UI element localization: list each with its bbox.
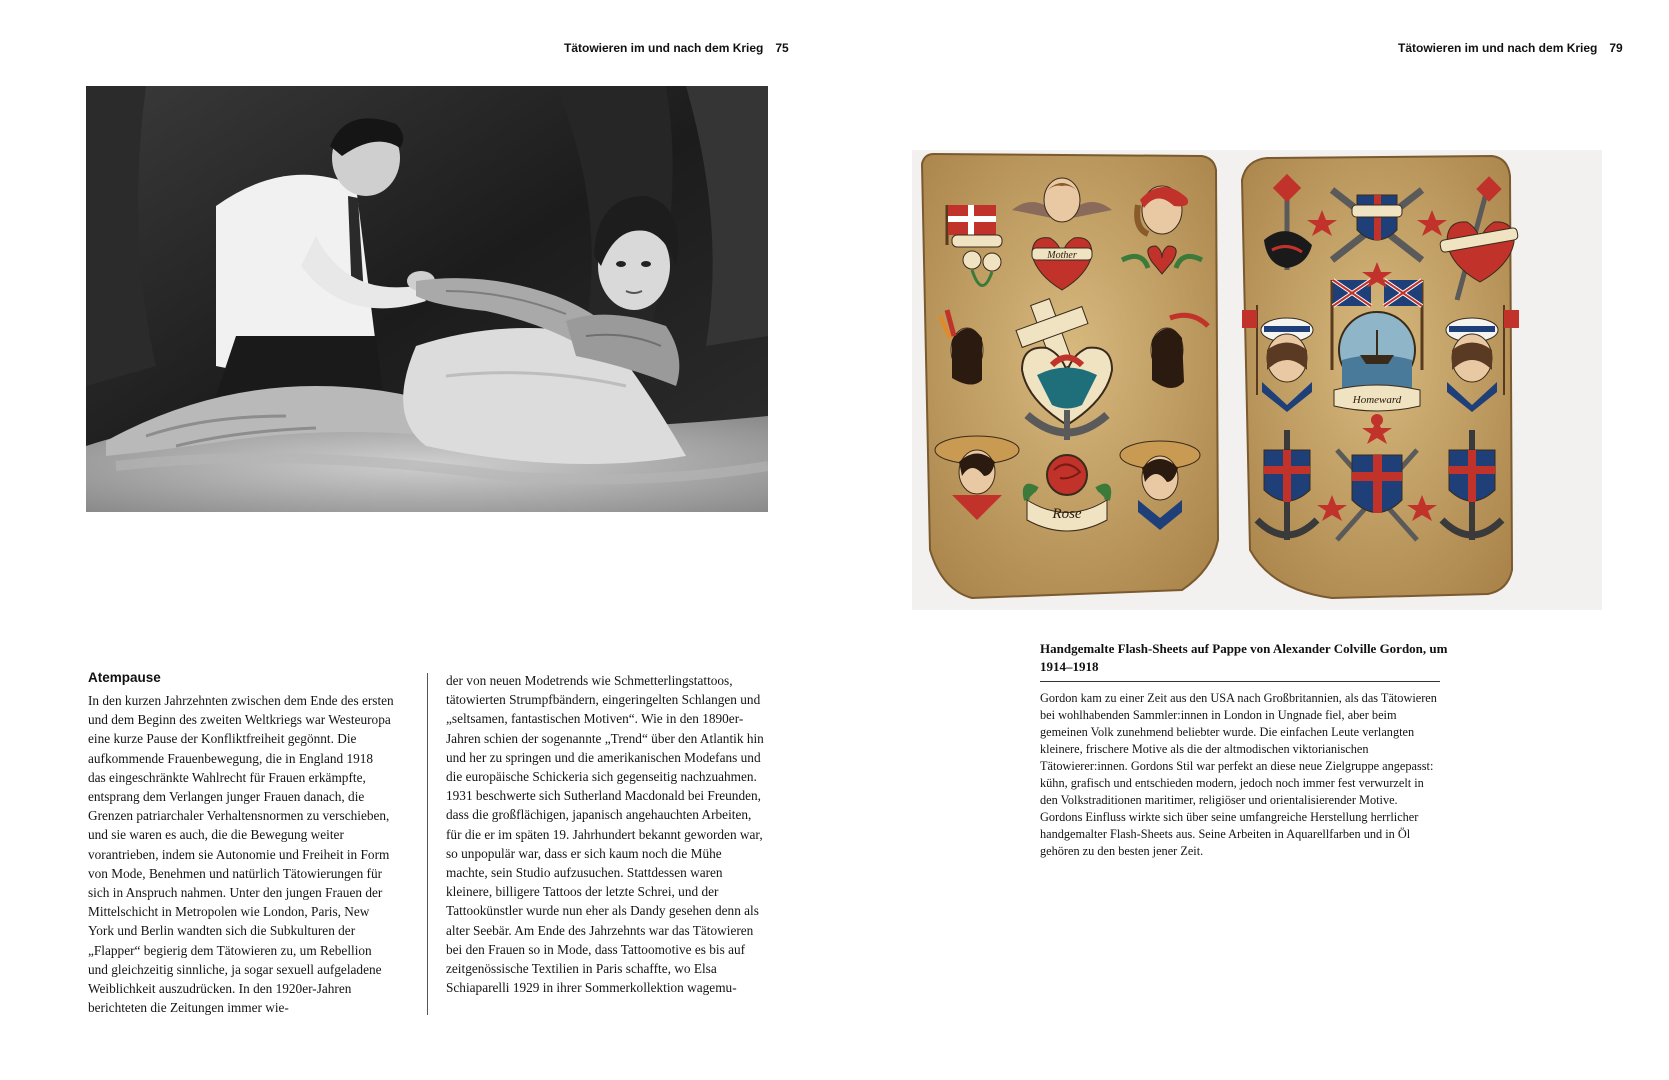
caption-divider	[1040, 681, 1440, 682]
flash-sheets-image	[912, 150, 1602, 610]
flag-motif	[947, 205, 1002, 247]
body-column-1	[88, 691, 394, 1017]
banner-mother: Mother	[1047, 250, 1077, 261]
running-head-title: Tätowieren im und nach dem Krieg	[1398, 41, 1598, 55]
subheading: Atempause	[88, 670, 161, 685]
caption-title: Handgemalte Flash-Sheets auf Pappe von Alexander Colville Gordon, um 1914–1918	[1040, 641, 1448, 674]
page-number: 79	[1609, 41, 1623, 55]
running-head-right	[1398, 41, 1623, 55]
caption-paragraph: Gordon kam zu einer Zeit aus den USA nach Großbritannien, als das Tätowieren bei wohlhabenden Sammler:innen in London in Ungnade fiel, aber beim gemeinen Volk zunehmend beliebter wurde. Die einfachen Leute verlangten kleinere, frischere Motive als die der altmodischen viktorianischen Tätowierer:innen. Gordons Stil war perfekt an diese neue Zielgruppe angepasst: kühn, grafisch und entschieden modern, jedoch noch immer fest verwurzelt in den Volkstraditionen maritimer, religiöser und orientalisierender Motive. Gordons Einfluss wirkte sich über seine umfangreiche Herstellung herrlicher handgemalter Flash-Sheets aus. Seine Arbeiten in Aquarellfarben und in Öl gehören zu den besten jener Zeit.	[1040, 691, 1437, 858]
body-paragraph: In den kurzen Jahrzehnten zwischen dem Ende des ersten und dem Beginn des zweiten Weltkriegs war Westeuropa eine kurze Pause der Konfliktfreiheit gegönnt. Die aufkommende Frauenbewegung, die in England 1918 das eingeschränkte Wahlrecht für Frauen erkämpfte, entsprang dem Verlangen junger Frauen danach, die Grenzen patriarchaler Verhaltensnormen zu verschieben, und sie waren es auch, die die Bewegung weiter vorantrieben, indem sie Autonomie und Freiheit in Form von Mode, Benehmen und natürlich Tätowierungen für sich in Anspruch nahmen. Unter den jungen Frauen der Mittelschicht in Metropolen wie London, Paris, New York und Berlin wandten sich die Subkulturen der „Flapper“ begierig dem Tätowieren zu, um Rebellion und gleichzeitig sinnliche, ja sogar sexuell aufgeladene Weiblichkeit auszudrücken. In den 1920er-Jahren berichteten die Zeitungen immer wie-	[88, 693, 394, 1016]
flash-sheet-right	[1242, 156, 1519, 598]
vintage-tattoo-photograph	[86, 86, 768, 512]
banner-rose: Rose	[1052, 506, 1082, 522]
body-column-2	[446, 671, 764, 997]
running-head-title: Tätowieren im und nach dem Krieg	[564, 41, 764, 55]
caption-body	[1040, 690, 1440, 860]
flash-sheet-left	[922, 154, 1218, 598]
page-number: 75	[775, 41, 789, 55]
body-paragraph: der von neuen Modetrends wie Schmetterlingstattoos, tätowierten Strumpfbändern, eingeringelten Schlangen und „seltsamen, fantastischen Motiven“. Wie in den 1890er-Jahren schien der sogenannte „Trend“ über den Atlantik hin und her zu springen und die amerikanischen Modefans und die europäische Schickeria sich gegenseitig nachzuahmen. 1931 beschwerte sich Sutherland Macdonald bei Freunden, dass die großflächigen, japanisch angehauchten Arbeiten, für die er im späten 19. Jahrhundert bekannt geworden war, so unpopulär war, dass er sich kaum noch die Mühe machte, sein Studio aufzusuchen. Stattdessen waren kleinere, billigere Tattoos der letzte Schrei, und der Tattookünstler wurde nun eher als Dandy gesehen denn als alter Seebär. Am Ende des Jahrzehnts war das Tätowieren bei den Frauen so in Mode, dass Tattoomotive es bis auf zeitgenössische Textilien in Paris schaffte, wo Elsa Schiaparelli 1929 in ihrer Sommerkollektion wagemu-	[446, 673, 764, 996]
running-head-left	[564, 41, 789, 55]
banner-homeward: Homeward	[1352, 394, 1402, 406]
column-divider	[427, 673, 428, 1015]
